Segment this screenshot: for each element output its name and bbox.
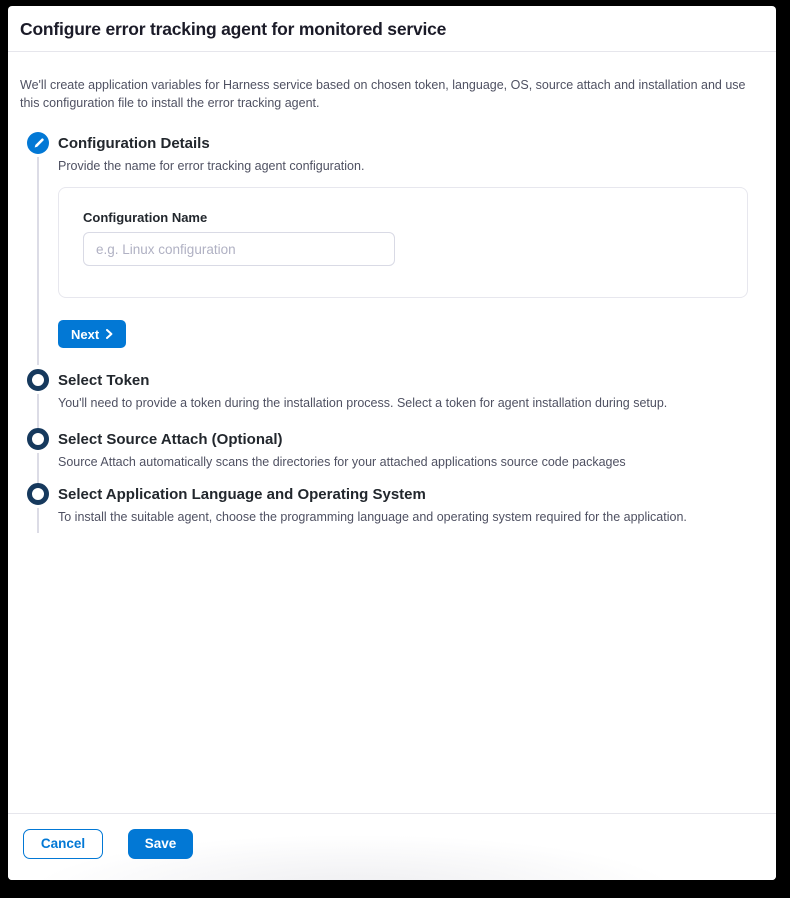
save-button[interactable]: Save <box>128 829 193 859</box>
configure-agent-dialog <box>8 6 776 880</box>
step-body <box>58 132 748 348</box>
step-active-circle[interactable] <box>27 132 49 154</box>
step-rail <box>27 132 49 348</box>
step-connector <box>37 394 39 428</box>
page-title: Configure error tracking agent for monitored service <box>20 19 447 39</box>
chevron-right-icon <box>106 329 113 339</box>
configuration-name-label: Configuration Name <box>83 210 208 226</box>
dialog-header <box>8 6 776 52</box>
step-description: Provide the name for error tracking agent configuration. <box>58 159 365 174</box>
step-connector <box>37 157 39 365</box>
step-configuration-details <box>27 132 748 348</box>
step-connector <box>37 508 39 533</box>
step-body <box>58 369 748 411</box>
step-title[interactable]: Select Application Language and Operating System <box>58 486 426 504</box>
edit-pencil-icon <box>33 138 44 149</box>
dialog-footer <box>8 813 776 880</box>
step-title[interactable]: Configuration Details <box>58 135 210 153</box>
wizard-steps <box>20 132 764 525</box>
step-select-language-os <box>27 483 748 525</box>
radio-ring-icon[interactable] <box>27 483 49 505</box>
step-select-token <box>27 369 748 411</box>
radio-ring-icon[interactable] <box>27 369 49 391</box>
step-description: You'll need to provide a token during the installation process. Select a token for agent installation during setup. <box>58 396 668 411</box>
cancel-button[interactable]: Cancel <box>23 829 103 859</box>
configuration-name-input[interactable] <box>83 232 395 266</box>
intro-text: We'll create application variables for Harness service based on chosen token, language, OS, source attach and installation and use this configuration file to install the error tracking agent. <box>20 78 746 111</box>
step-rail <box>27 369 49 411</box>
step-title[interactable]: Select Token <box>58 372 150 390</box>
step-rail <box>27 428 49 470</box>
step-connector <box>37 453 39 487</box>
step-body <box>58 483 748 525</box>
step-description: Source Attach automatically scans the directories for your attached applications source code packages <box>58 455 626 470</box>
configuration-name-card <box>58 187 748 298</box>
next-button[interactable] <box>58 320 126 348</box>
step-body <box>58 428 748 470</box>
dialog-content <box>8 52 776 813</box>
step-title[interactable]: Select Source Attach (Optional) <box>58 431 283 449</box>
next-button-label: Next <box>71 326 100 342</box>
radio-ring-icon[interactable] <box>27 428 49 450</box>
step-select-source-attach <box>27 428 748 470</box>
step-rail <box>27 483 49 525</box>
step-description: To install the suitable agent, choose the programming language and operating system required for the application. <box>58 510 687 525</box>
